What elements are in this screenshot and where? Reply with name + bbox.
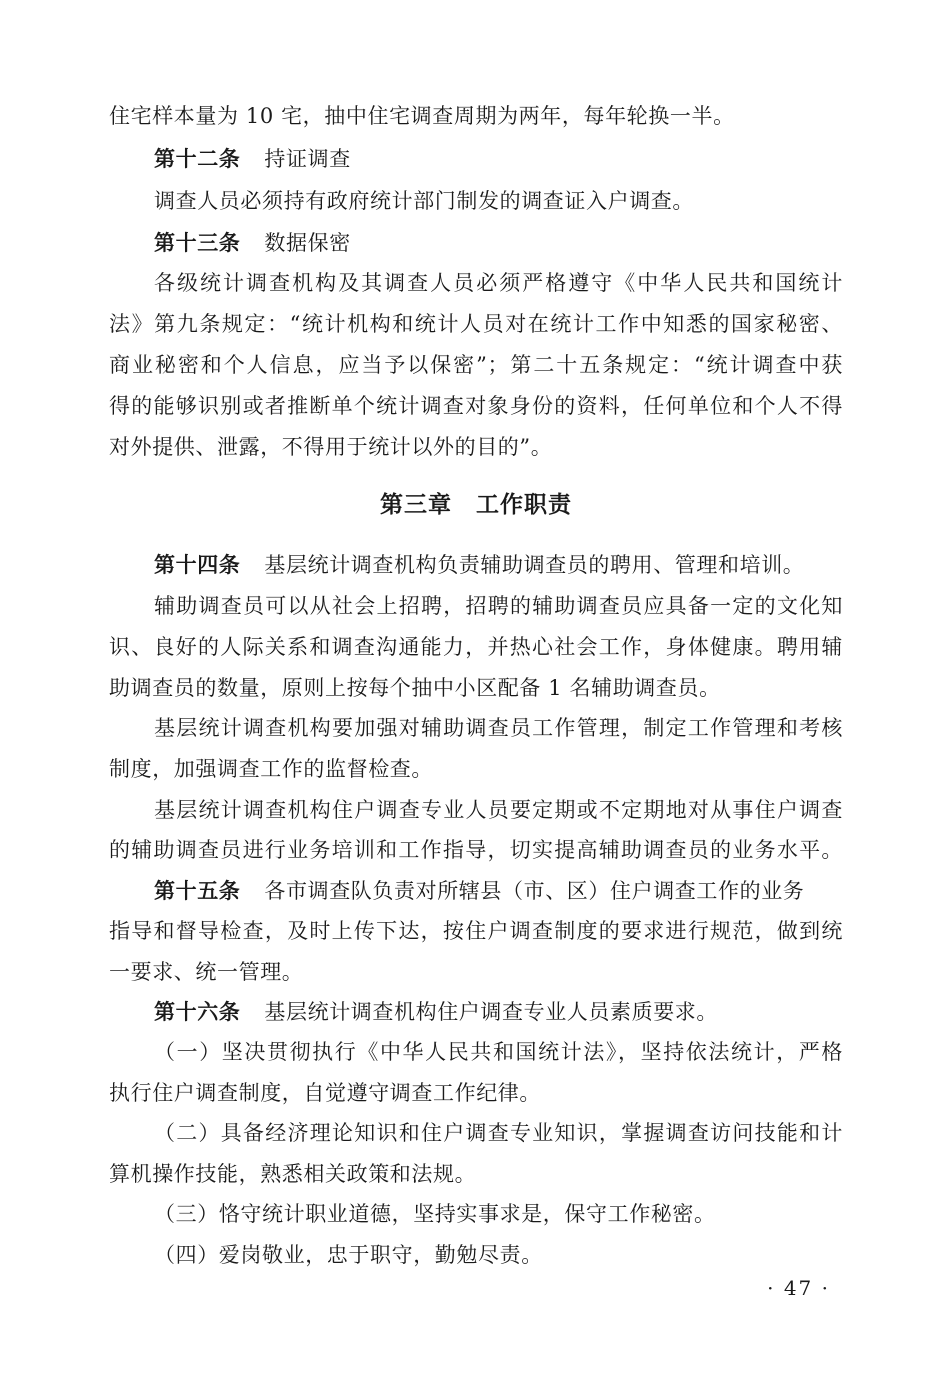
article-label: 第十三条	[154, 231, 241, 255]
body-line: 的辅助调查员进行业务培训和工作指导，切实提高辅助调查员的业务水平。	[109, 838, 843, 862]
article-label: 第十六条	[154, 1000, 241, 1024]
article-15	[109, 871, 843, 911]
article-13	[109, 223, 843, 263]
article-label: 第十二条	[154, 147, 241, 171]
body-line: 辅助调查员可以从社会上招聘，招聘的辅助调查员应具备一定的文化知	[154, 594, 843, 618]
body-line: （四）爱岗敬业，忠于职守，勤勉尽责。	[154, 1243, 543, 1267]
body-line: 法》第九条规定：“统计机构和统计人员对在统计工作中知悉的国家秘密、	[109, 312, 843, 336]
body-line: 识、良好的人际关系和调查沟通能力，并热心社会工作，身体健康。聘用辅	[109, 635, 843, 659]
body-line: 得的能够识别或者推断单个统计调查对象身份的资料，任何单位和个人不得	[109, 394, 843, 418]
body-line: （三）恪守统计职业道德，坚持实事求是，保守工作秘密。	[154, 1202, 716, 1226]
body-line: 各级统计调查机构及其调查人员必须严格遵守《中华人民共和国统计	[154, 271, 843, 295]
article-12	[109, 139, 843, 179]
body-line: 执行住户调查制度，自觉遵守调查工作纪律。	[109, 1081, 541, 1105]
article-16	[109, 992, 843, 1032]
body-line: 算机操作技能，熟悉相关政策和法规。	[109, 1162, 477, 1186]
body-line: 调查人员必须持有政府统计部门制发的调查证入户调查。	[154, 189, 694, 213]
body-line: 商业秘密和个人信息，应当予以保密”；第二十五条规定：“统计调查中获	[109, 353, 843, 377]
body-line: 对外提供、泄露，不得用于统计以外的目的”。	[109, 435, 553, 459]
article-title: 数据保密	[264, 231, 351, 255]
article-label: 第十四条	[154, 553, 241, 577]
body-line: 住宅样本量为 10 宅，抽中住宅调查周期为两年，每年轮换一半。	[109, 104, 735, 128]
body-line: 助调查员的数量，原则上按每个抽中小区配备 1 名辅助调查员。	[109, 676, 721, 700]
article-14	[109, 545, 843, 585]
body-line: （一）坚决贯彻执行《中华人民共和国统计法》，坚持依法统计，严格	[154, 1040, 843, 1064]
article-title: 持证调查	[264, 147, 351, 171]
article-text: 各市调查队负责对所辖县（市、区）住户调查工作的业务	[264, 879, 805, 903]
article-text: 基层统计调查机构住户调查专业人员素质要求。	[264, 1000, 719, 1024]
body-line: 一要求、统一管理。	[109, 960, 304, 984]
chapter-heading: 第三章 工作职责	[380, 492, 572, 518]
body-line: 指导和督导检查，及时上传下达，按住户调查制度的要求进行规范，做到统	[109, 919, 843, 943]
article-text: 基层统计调查机构负责辅助调查员的聘用、管理和培训。	[264, 553, 805, 577]
body-line: （二）具备经济理论知识和住户调查专业知识，掌握调查访问技能和计	[154, 1121, 843, 1145]
body-line: 基层统计调查机构住户调查专业人员要定期或不定期地对从事住户调查	[154, 798, 843, 822]
body-line: 基层统计调查机构要加强对辅助调查员工作管理，制定工作管理和考核	[154, 716, 843, 740]
body-line: 制度，加强调查工作的监督检查。	[109, 757, 433, 781]
article-label: 第十五条	[154, 879, 241, 903]
page-number: · 47 ·	[767, 1276, 830, 1300]
